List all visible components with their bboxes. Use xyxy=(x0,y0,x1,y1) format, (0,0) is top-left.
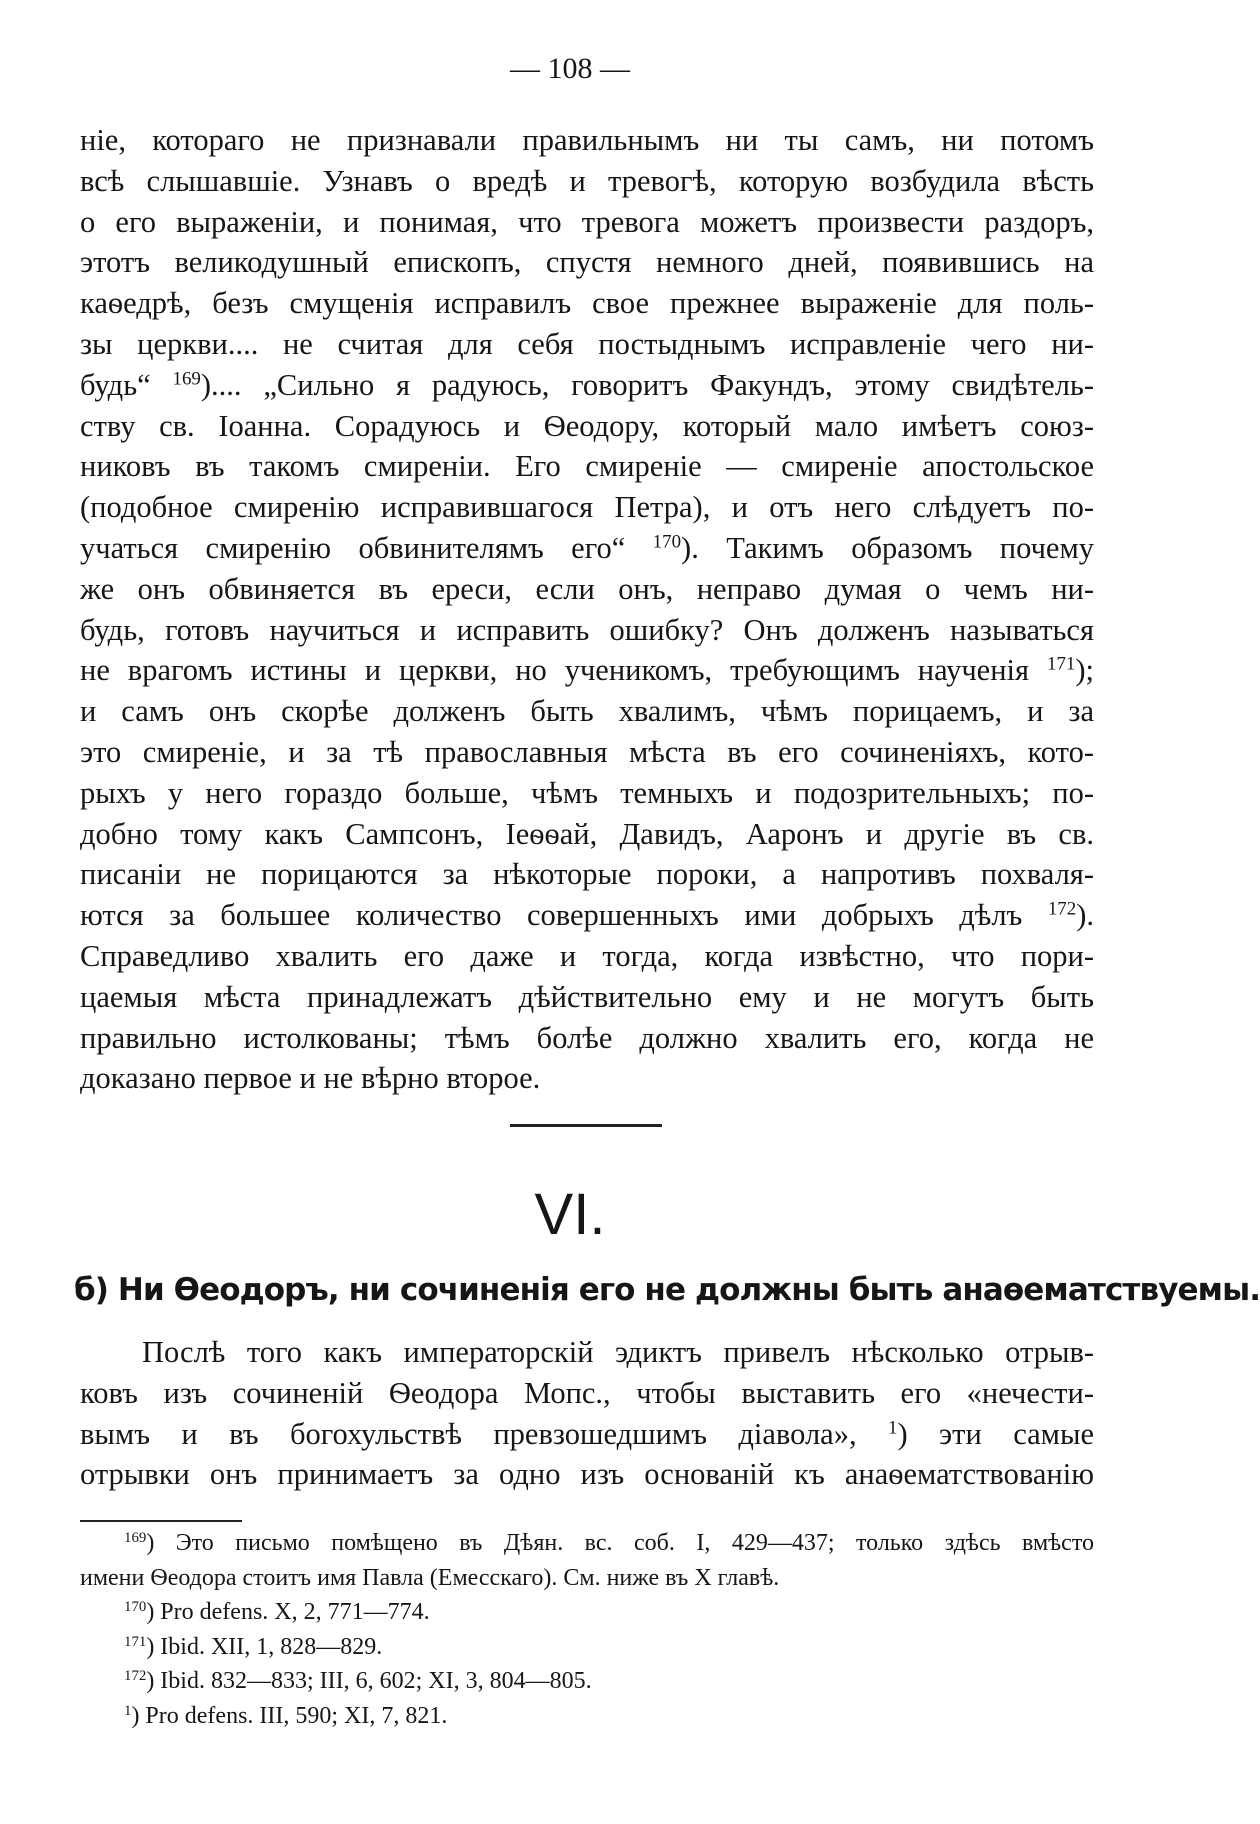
text-line: же онъ обвиняется въ ереси, если онъ, неправо думая о чемъ ни- xyxy=(80,571,1094,606)
text-segment: будь“ xyxy=(80,367,151,402)
text-line: правильно истолкованы; тѣмъ болѣе должно хвалить его, когда не xyxy=(80,1020,1094,1055)
footnotes xyxy=(80,1526,1094,1733)
footnote-text: ) Ibid. 832—833; III, 6, 602; XI, 3, 804—805. xyxy=(146,1668,592,1694)
text-segment: ).... „Сильно я радуюсь, говоритъ Факундъ, этому свидѣтель- xyxy=(200,367,1094,402)
text-line: рыхъ у него гораздо больше, чѣмъ темныхъ и подозрительныхъ; по- xyxy=(80,775,1094,810)
footnote-mark: 171 xyxy=(124,1633,147,1650)
section-text xyxy=(80,1332,1094,1495)
footnote-continuation xyxy=(80,1561,1094,1596)
chapter-number: VI. xyxy=(534,1182,606,1247)
text-line: добно тому какъ Сампсонъ, Іеѳѳай, Давидъ, Ааронъ и другіе въ св. xyxy=(80,816,1094,851)
footnote xyxy=(80,1699,1094,1734)
footnote-text: ) Pro defens. X, 2, 771—774. xyxy=(146,1599,430,1625)
text-line xyxy=(80,528,1094,569)
text-segment: не врагомъ истины и церкви, но ученикомъ, требующимъ наученія xyxy=(80,653,1030,688)
text-line: ніе, котораго не признавали правильнымъ ни ты самъ, ни потомъ xyxy=(80,123,1094,157)
footnote xyxy=(80,1526,1094,1561)
text-line: о его выраженіи, и понимая, что тревога можетъ произвести раздоръ, xyxy=(80,204,1094,239)
page-number: — 108 — xyxy=(510,52,630,85)
text-line: и самъ онъ скорѣе долженъ быть хвалимъ, чѣмъ порицаемъ, и за xyxy=(80,694,1094,729)
text-line xyxy=(80,365,1094,406)
section-divider xyxy=(510,1124,662,1127)
text-line xyxy=(80,650,1094,691)
body-text xyxy=(80,120,1094,1099)
text-segment: ) эти самые xyxy=(897,1416,1094,1451)
text-line: Справедливо хвалить его даже и тогда, когда извѣстно, что пори- xyxy=(80,938,1094,973)
text-segment: ); xyxy=(1075,653,1095,688)
footnote xyxy=(80,1664,1094,1699)
text-line: ковъ изъ сочиненій Ѳеодора Мопс., чтобы выставить его «нечести- xyxy=(80,1375,1094,1410)
footnote-ref-169[interactable]: 169 xyxy=(172,368,201,390)
text-line: писаніи не порицаются за нѣкоторые пороки, а напротивъ похваля- xyxy=(80,857,1094,892)
footnote-mark: 172 xyxy=(124,1667,147,1684)
footnote-ref-1[interactable]: 1 xyxy=(888,1417,898,1439)
text-line xyxy=(80,895,1094,936)
text-segment: ются за большее количество совершенныхъ ими добрыхъ дѣлъ xyxy=(80,898,1023,933)
text-line: это смиреніе, и за тѣ православныя мѣста въ его сочиненіяхъ, кото- xyxy=(80,734,1094,769)
text-segment: учаться смиренію обвинителямъ его“ xyxy=(80,530,626,565)
text-line: цаемыя мѣста принадлежатъ дѣйствительно ему и не могутъ быть xyxy=(80,979,1094,1014)
text-line: Послѣ того какъ императорскій эдиктъ привелъ нѣсколько отрыв- xyxy=(142,1335,1094,1369)
footnote-ref-171[interactable]: 171 xyxy=(1047,653,1076,675)
text-line xyxy=(80,1414,1094,1455)
text-line: (подобное смиренію исправившагося Петра), и отъ него слѣдуетъ по- xyxy=(80,490,1094,525)
text-segment: вымъ и въ богохульствѣ превзошедшимъ діавола», xyxy=(80,1416,857,1451)
footnote-rule xyxy=(80,1520,242,1522)
footnote xyxy=(80,1630,1094,1665)
footnote xyxy=(80,1595,1094,1630)
text-line: зы церкви.... не считая для себя постыднымъ исправленіе чего ни- xyxy=(80,326,1094,361)
text-line: всѣ слышавшіе. Узнавъ о вредѣ и тревогѣ, которую возбудила вѣсть xyxy=(80,163,1094,198)
footnote-text: имени Ѳеодора стоитъ имя Павла (Емесскаго). См. ниже въ X главѣ. xyxy=(80,1564,780,1591)
text-segment: ). xyxy=(1076,898,1094,933)
text-line: ству св. Іоанна. Сорадуюсь и Ѳеодору, который мало имѣетъ союз- xyxy=(80,408,1094,443)
footnote-text: ) Это письмо помѣщено въ Дѣян. вс. соб. I, 429—437; только здѣсь вмѣсто xyxy=(146,1530,1094,1556)
section-heading: б) Ни Ѳеодоръ, ни сочиненія его не должны быть анаѳематствуемы. xyxy=(74,1272,1260,1308)
text-line: доказано первое и не вѣрно второе. xyxy=(80,1061,541,1096)
text-line: будь, готовъ научиться и исправить ошибку? Онъ долженъ называться xyxy=(80,612,1094,647)
text-line: этотъ великодушный епископъ, спустя немного дней, появившись на xyxy=(80,245,1094,280)
footnote-ref-172[interactable]: 172 xyxy=(1047,898,1077,920)
footnote-text: ) Ibid. XII, 1, 828—829. xyxy=(146,1633,383,1660)
text-line: отрывки онъ принимаетъ за одно изъ основаній къ анаѳематствованію xyxy=(80,1457,1094,1492)
text-segment: ). Такимъ образомъ почему xyxy=(681,530,1095,565)
footnote-text: ) Pro defens. III, 590; XI, 7, 821. xyxy=(131,1702,448,1729)
footnote-mark: 169 xyxy=(124,1529,147,1546)
text-line: никовъ въ такомъ смиреніи. Его смиреніе — смиреніе апостольское xyxy=(80,449,1094,484)
footnote-mark: 170 xyxy=(124,1598,147,1615)
text-line: каѳедрѣ, безъ смущенія исправилъ свое прежнее выраженіе для поль- xyxy=(80,286,1094,321)
footnote-ref-170[interactable]: 170 xyxy=(652,531,682,553)
footnote-mark: 1 xyxy=(124,1702,132,1719)
